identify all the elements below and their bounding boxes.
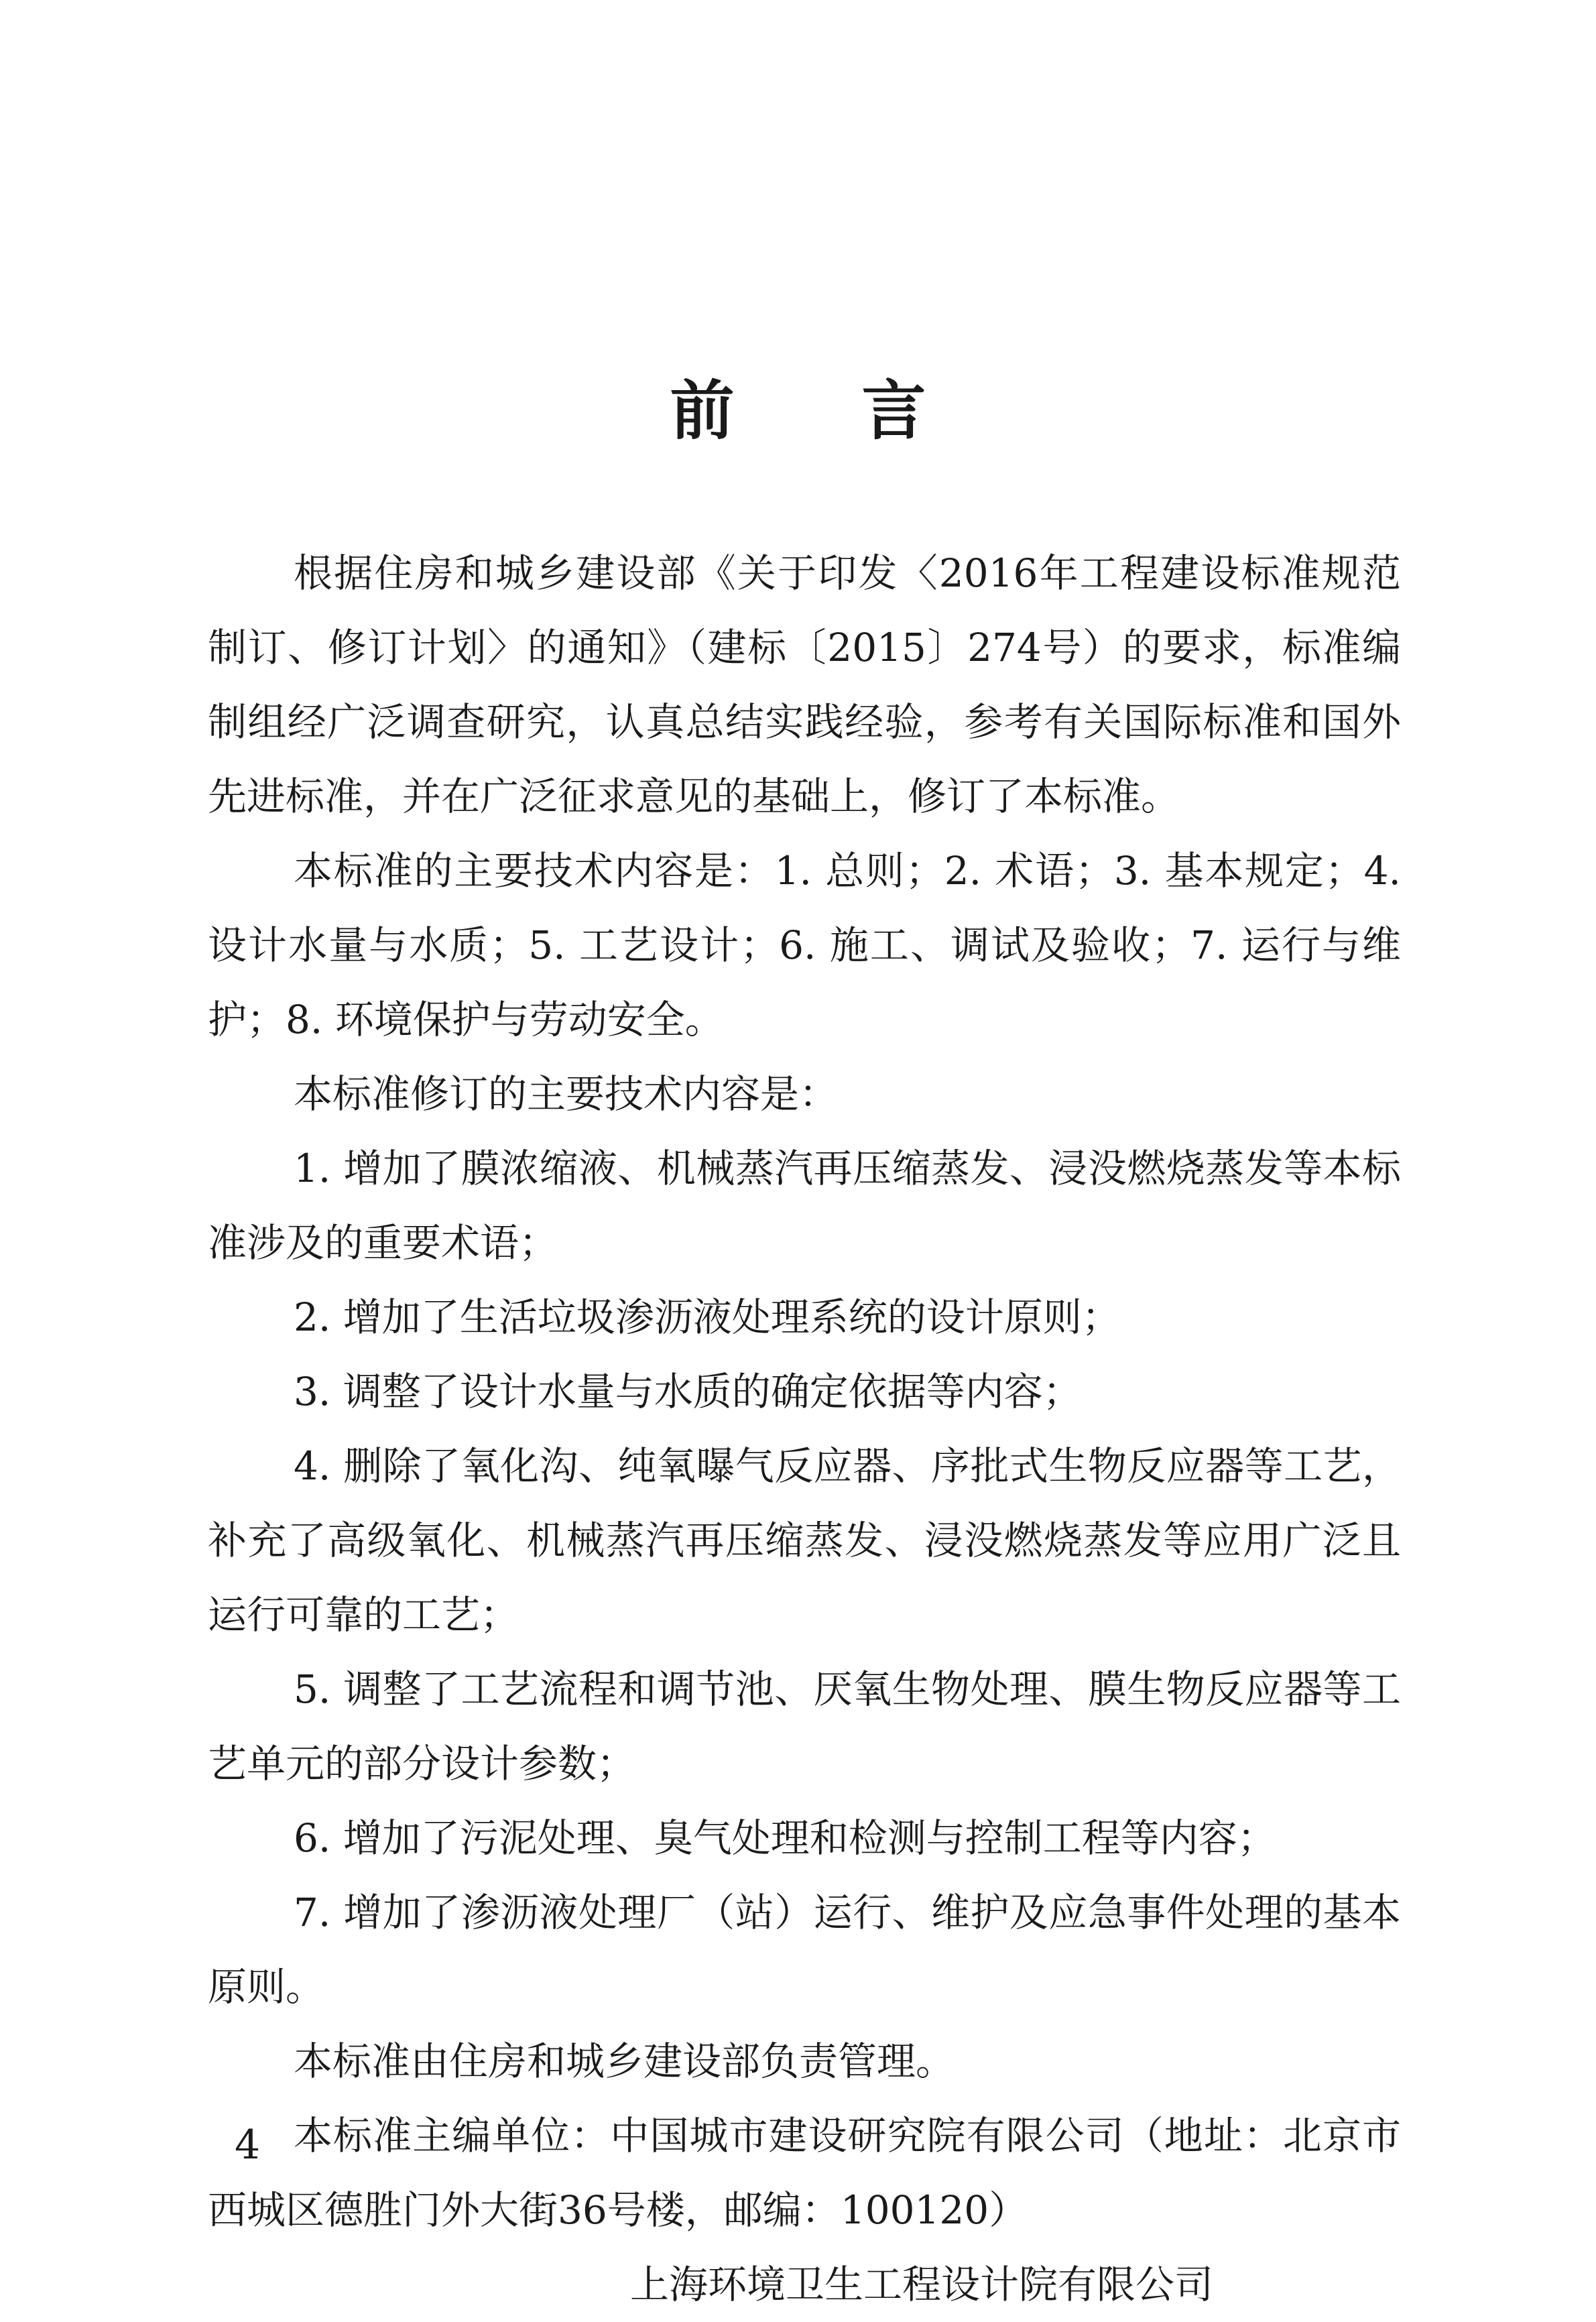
preface-body [208,536,1401,2322]
paragraph-revision-intro: 本标准修订的主要技术内容是： [294,1071,839,1117]
revision-item-4: 4. 删除了氧化沟、纯氧曝气反应器、序批式生物反应器等工艺，补充了高级氧化、机械蒸汽再压缩蒸发、浸没燃烧蒸发等应用广泛且运行可靠的工艺； [208,1443,1401,1638]
revision-item-5: 5. 调整了工艺流程和调节池、厌氧生物处理、膜生物反应器等工艺单元的部分设计参数； [208,1666,1401,1786]
paragraph-main-content: 本标准的主要技术内容是：1. 总则；2. 术语；3. 基本规定；4. 设计水量与水质；5. 工艺设计；6. 施工、调试及验收；7. 运行与维护；8. 环境保护与劳动安全。 [208,848,1401,1042]
revision-item-3: 3. 调整了设计水量与水质的确定依据等内容； [294,1369,1082,1414]
paragraph-chief-editor: 本标准主编单位：中国城市建设研究院有限公司（地址：北京市西城区德胜门外大街36号楼，邮编：100120） [208,2113,1401,2233]
page-title [0,367,1596,454]
title-char-1: 前 [670,373,735,448]
secondary-editor-unit: 上海环境卫生工程设计院有限公司 [630,2262,1214,2307]
title-char-2: 言 [861,373,926,448]
revision-item-7: 7. 增加了渗沥液处理厂（站）运行、维护及应急事件处理的基本原则。 [208,1890,1401,2010]
revision-item-1: 1. 增加了膜浓缩液、机械蒸汽再压缩蒸发、浸没燃烧蒸发等本标准涉及的重要术语； [208,1146,1401,1266]
revision-item-6: 6. 增加了污泥处理、臭气处理和检测与控制工程等内容； [294,1815,1276,1861]
page-number: 4 [235,2122,261,2168]
paragraph-management: 本标准由住房和城乡建设部负责管理。 [294,2038,955,2084]
paragraph-basis: 根据住房和城乡建设部《关于印发〈2016年工程建设标准规范制订、修订计划〉的通知》（建标〔2015〕274号）的要求，标准编制组经广泛调查研究，认真总结实践经验，参考有关国际标准和国外先进标准，并在广泛征求意见的基础上，修订了本标准。 [208,550,1401,819]
revision-item-2: 2. 增加了生活垃圾渗沥液处理系统的设计原则； [294,1294,1121,1340]
